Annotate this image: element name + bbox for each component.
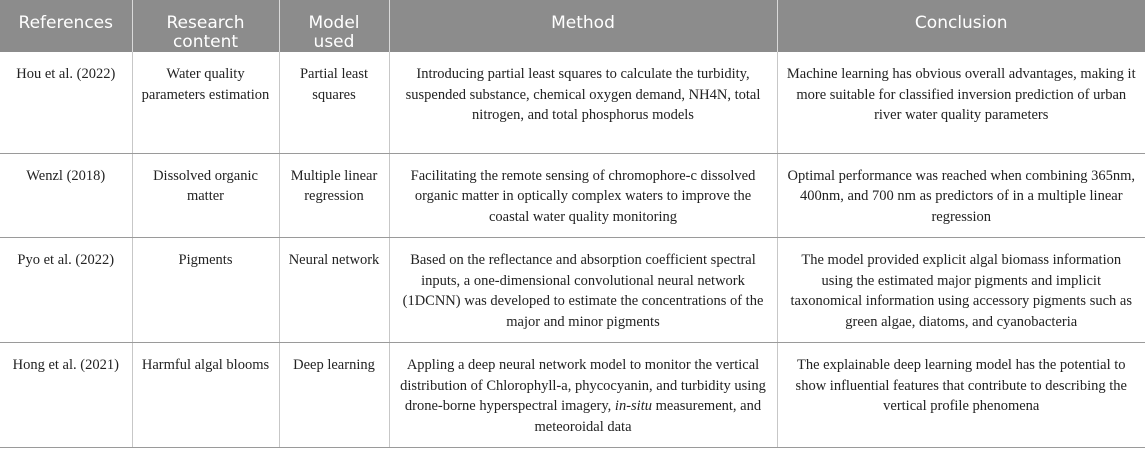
header-references: References (0, 0, 132, 52)
cell-model-used: Partial least squares (279, 52, 389, 153)
cell-model-used: Multiple linear regression (279, 153, 389, 238)
header-method: Method (389, 0, 777, 52)
cell-reference: Hong et al. (2021) (0, 343, 132, 448)
table-row (0, 52, 1145, 153)
cell-model-used: Deep learning (279, 343, 389, 448)
cell-conclusion: The explainable deep learning model has the potential to show influential features that contribute to describing the vertical profile phenomena (777, 343, 1145, 448)
table-row (0, 153, 1145, 238)
cell-conclusion: Machine learning has obvious overall advantages, making it more suitable for classified inversion prediction of urban river water quality parameters (777, 52, 1145, 153)
table-row (0, 238, 1145, 343)
header-research-content: Research content (132, 0, 279, 52)
cell-reference: Pyo et al. (2022) (0, 238, 132, 343)
method-text: Appling a deep neural network model to monitor the vertical distribution of Chlorophyll-a, phycocyanin, and turbidity using drone-borne hyperspectral imagery, (400, 357, 766, 414)
cell-research-content: Pigments (132, 238, 279, 343)
cell-conclusion: Optimal performance was reached when combining 365nm, 400nm, and 700 nm as predictors of in a multiple linear regression (777, 153, 1145, 238)
cell-research-content: Harmful algal blooms (132, 343, 279, 448)
cell-conclusion: The model provided explicit algal biomass information using the estimated major pigments and implicit taxonomical information using accessory pigments such as green algae, diatoms, and cyanobacteria (777, 238, 1145, 343)
cell-model-used: Neural network (279, 238, 389, 343)
cell-method (389, 343, 777, 448)
cell-reference: Hou et al. (2022) (0, 52, 132, 153)
cell-research-content: Water quality parameters estimation (132, 52, 279, 153)
cell-reference: Wenzl (2018) (0, 153, 132, 238)
header-model-used: Model used (279, 0, 389, 52)
cell-method: Introducing partial least squares to calculate the turbidity, suspended substance, chemical oxygen demand, NH4N, total nitrogen, and total phosphorus models (389, 52, 777, 153)
header-conclusion: Conclusion (777, 0, 1145, 52)
cell-method: Facilitating the remote sensing of chromophore-c dissolved organic matter in optically complex waters to improve the coastal water quality monitoring (389, 153, 777, 238)
cell-research-content: Dissolved organic matter (132, 153, 279, 238)
method-italic-text: in-situ (614, 398, 652, 414)
cell-method: Based on the reflectance and absorption coefficient spectral inputs, a one-dimensional convolutional neural network (1DCNN) was developed to estimate the concentrations of the major and minor pigments (389, 238, 777, 343)
header-row (0, 0, 1145, 52)
table-row (0, 343, 1145, 448)
method-text-end: measurement, and meteoroidal data (534, 398, 762, 435)
